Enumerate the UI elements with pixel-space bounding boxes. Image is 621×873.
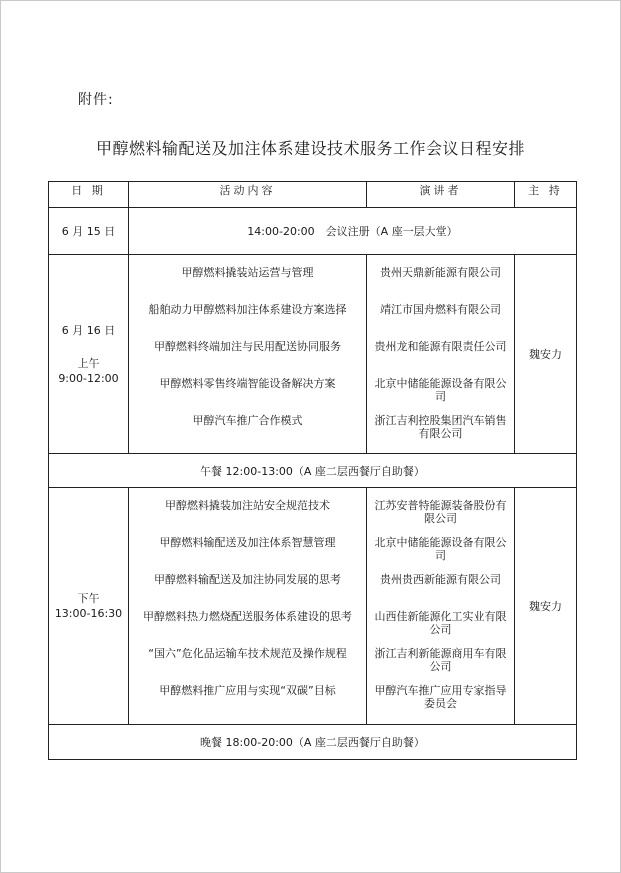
day2-date: 6 月 16 日 <box>61 323 116 337</box>
list-item: 靖江市国舟燃料有限公司 <box>380 303 501 316</box>
list-item: 北京中储能能源设备有限公司 <box>374 536 507 562</box>
list-item: 浙江吉利新能源商用车有限公司 <box>374 647 507 673</box>
document-title: 甲醇燃料输配送及加注体系建设技术服务工作会议日程安排 <box>95 139 525 158</box>
header-host: 主 持 <box>515 182 577 208</box>
afternoon-host: 魏安力 <box>515 488 577 725</box>
list-item: 江苏安普特能源装备股份有限公司 <box>374 499 507 525</box>
day2-morning-date-cell <box>49 255 129 454</box>
day1-date: 6 月 15 日 <box>49 208 129 255</box>
lunch-row: 午餐 12:00-13:00（A 座二层西餐厅自助餐） <box>49 454 577 488</box>
afternoon-activities <box>129 488 367 725</box>
schedule-table <box>48 181 577 760</box>
afternoon-date-cell <box>49 488 129 725</box>
header-activity: 活动内容 <box>129 182 367 208</box>
table-row <box>49 454 577 488</box>
morning-activities <box>129 255 367 454</box>
list-item: 北京中储能能源设备有限公司 <box>374 377 507 403</box>
day1-registration: 14:00-20:00 会议注册（A 座一层大堂） <box>129 208 577 255</box>
list-item: 甲醇燃料零售终端智能设备解决方案 <box>159 377 336 390</box>
list-item: 贵州龙和能源有限责任公司 <box>374 340 507 353</box>
list-item: 甲醇燃料撬装站运营与管理 <box>181 266 314 279</box>
morning-time: 9:00-12:00 <box>58 371 119 385</box>
header-date: 日 期 <box>49 182 129 208</box>
list-item: 船舶动力甲醇燃料加注体系建设方案选择 <box>148 303 347 316</box>
list-item: 甲醇燃料撬装加注站安全规范技术 <box>165 499 330 512</box>
table-header-row <box>49 182 577 208</box>
table-row <box>49 208 577 255</box>
table-row <box>49 725 577 760</box>
list-item: 甲醇燃料输配送及加注体系智慧管理 <box>159 536 336 549</box>
morning-period: 上午 <box>77 356 100 370</box>
afternoon-time: 13:00-16:30 <box>54 607 123 620</box>
list-item: 贵州贵西新能源有限公司 <box>380 573 501 586</box>
list-item: 山西佳新能源化工实业有限公司 <box>374 610 507 636</box>
list-item: 贵州天鼎新能源有限公司 <box>380 266 501 279</box>
list-item: 甲醇燃料推广应用与实现“双碳”目标 <box>159 684 336 697</box>
list-item: 甲醇燃料终端加注与民用配送协同服务 <box>154 340 341 353</box>
list-item: 浙江吉利控股集团汽车销售有限公司 <box>374 414 507 440</box>
attachment-label: 附件: <box>78 92 114 108</box>
table-row <box>49 488 577 725</box>
list-item: 甲醇燃料输配送及加注协同发展的思考 <box>154 573 341 586</box>
morning-speakers <box>367 255 515 454</box>
table-row <box>49 255 577 454</box>
list-item: 甲醇燃料热力燃烧配送服务体系建设的思考 <box>143 610 352 623</box>
afternoon-speakers <box>367 488 515 725</box>
list-item: 甲醇汽车推广合作模式 <box>192 414 303 427</box>
morning-host: 魏安力 <box>515 255 577 454</box>
list-item: 甲醇汽车推广应用专家指导委员会 <box>374 684 507 710</box>
list-item: “国六”危化品运输车技术规范及操作规程 <box>148 647 347 660</box>
afternoon-period: 下午 <box>77 592 100 605</box>
header-speaker: 演讲者 <box>367 182 515 208</box>
dinner-row: 晚餐 18:00-20:00（A 座二层西餐厅自助餐） <box>49 725 577 760</box>
